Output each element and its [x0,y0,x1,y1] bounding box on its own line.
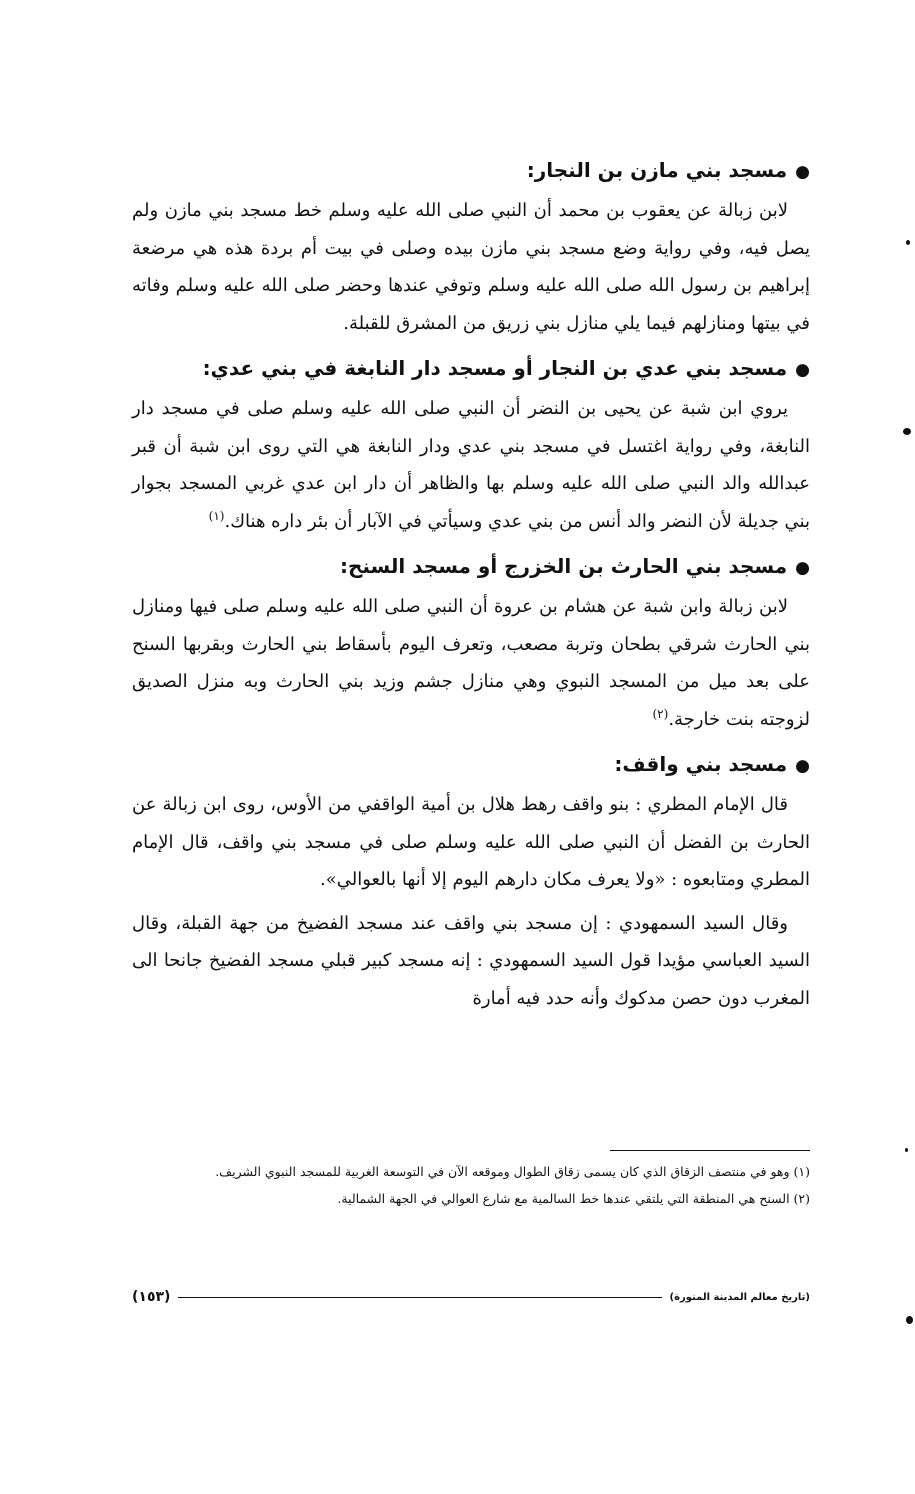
scan-speck [906,240,910,245]
page-footer [132,1286,810,1308]
footnotes [132,1160,810,1214]
footnote-ref[interactable]: (٢) [652,706,669,721]
footnote: (٢) السنح هي المنطقة التي يلتقي عندها خط السالمية مع شارع العوالي في الجهة الشمالية. [337,1191,810,1206]
page-number: (١٥٣) [132,1289,171,1305]
footnote-ref[interactable]: (١) [208,508,225,523]
paragraph: يروي ابن شبة عن يحيى بن النضر أن النبي صلى الله عليه وسلم صلى في مسجد دار النابغة، وفي رواية اغتسل في مسجد بني عدي ودار النابغة هي التي روى ابن شبة أن قبر عبدالله والد النبي صلى الله عليه وسلم بها والظاهر أن دار ابن عدي غربي المسجد بجوار بني جديلة لأن النضر والد أنس من بني عدي وسيأتي في الآبار أن بئر داره هناك.$^{(١)}$ [132,398,810,532]
bullet-icon: ● [795,162,810,182]
footer-rule [178,1297,661,1298]
footnote-divider [610,1150,810,1151]
section-bani-adi [132,348,810,540]
section-bani-mazin [132,150,810,342]
paragraph: لابن زبالة عن يعقوب بن محمد أن النبي صلى الله عليه وسلم خط مسجد بني مازن ولم يصل فيه، وفي رواية وضع مسجد بني مازن بيده وصلى في بيت أم بردة هذه هي مرضعة إبراهيم بن رسول الله صلى الله عليه وسلم وتوفي عندها وحضر صلى الله عليه وسلم وفاته في بيتها ومنازلهم فيما يلي منازل بني زريق من المشرق للقبلة. [132,200,810,334]
scan-speck [903,428,911,435]
section-heading: ●مسجد بني عدي بن النجار أو مسجد دار النابغة في بني عدي: [202,356,810,380]
scan-speck [906,1316,913,1324]
bullet-icon: ● [795,558,810,578]
running-title: (تاريخ معالم المدينة المنورة) [669,1291,810,1303]
section-bani-harith [132,546,810,738]
main-text [132,150,810,1023]
section-heading: ●مسجد بني مازن بن النجار: [526,158,810,182]
footnote: (١) وهو في منتصف الزقاق الذي كان يسمى زقاق الطوال وموقعه الآن في التوسعة الغربية للمسجد النبوي الشريف. [215,1164,810,1179]
section-heading: ●مسجد بني واقف: [614,752,810,776]
bullet-icon: ● [795,756,810,776]
section-bani-waqif [132,744,810,1017]
paragraph: قال الإمام المطري : بنو واقف رهط هلال بن أمية الواقفي من الأوس، روى ابن زبالة عن الحارث بن الفضل أن النبي صلى الله عليه وسلم صلى في مسجد بني واقف، قال الإمام المطري ومتابعوه : «ولا يعرف مكان دارهم اليوم إلا أنها بالعوالي». [132,794,810,890]
bullet-icon: ● [795,360,810,380]
scan-speck [905,1148,908,1152]
section-heading: ●مسجد بني الحارث بن الخزرج أو مسجد السنح: [339,554,810,578]
paragraph: وقال السيد السمهودي : إن مسجد بني واقف عند مسجد الفضيخ من جهة القبلة، وقال السيد العباسي مؤيدا قول السيد السمهودي : إنه مسجد كبير قبلي مسجد الفضيخ جانحا الى المغرب دون حصن مدكوك وأنه حدد فيه أمارة [132,912,810,1009]
paragraph: لابن زبالة وابن شبة عن هشام بن عروة أن النبي صلى الله عليه وسلم صلى فيها ومنازل بني الحارث شرقي بطحان وتربة مصعب، وتعرف اليوم بأسقاط بني الحارث وبقربها السنح على بعد ميل من المسجد النبوي وهي منازل جشم وزيد بني الحارث وبه منزل الصديق لزوجته بنت خارجة.$^{(٢)}$ [132,596,810,730]
